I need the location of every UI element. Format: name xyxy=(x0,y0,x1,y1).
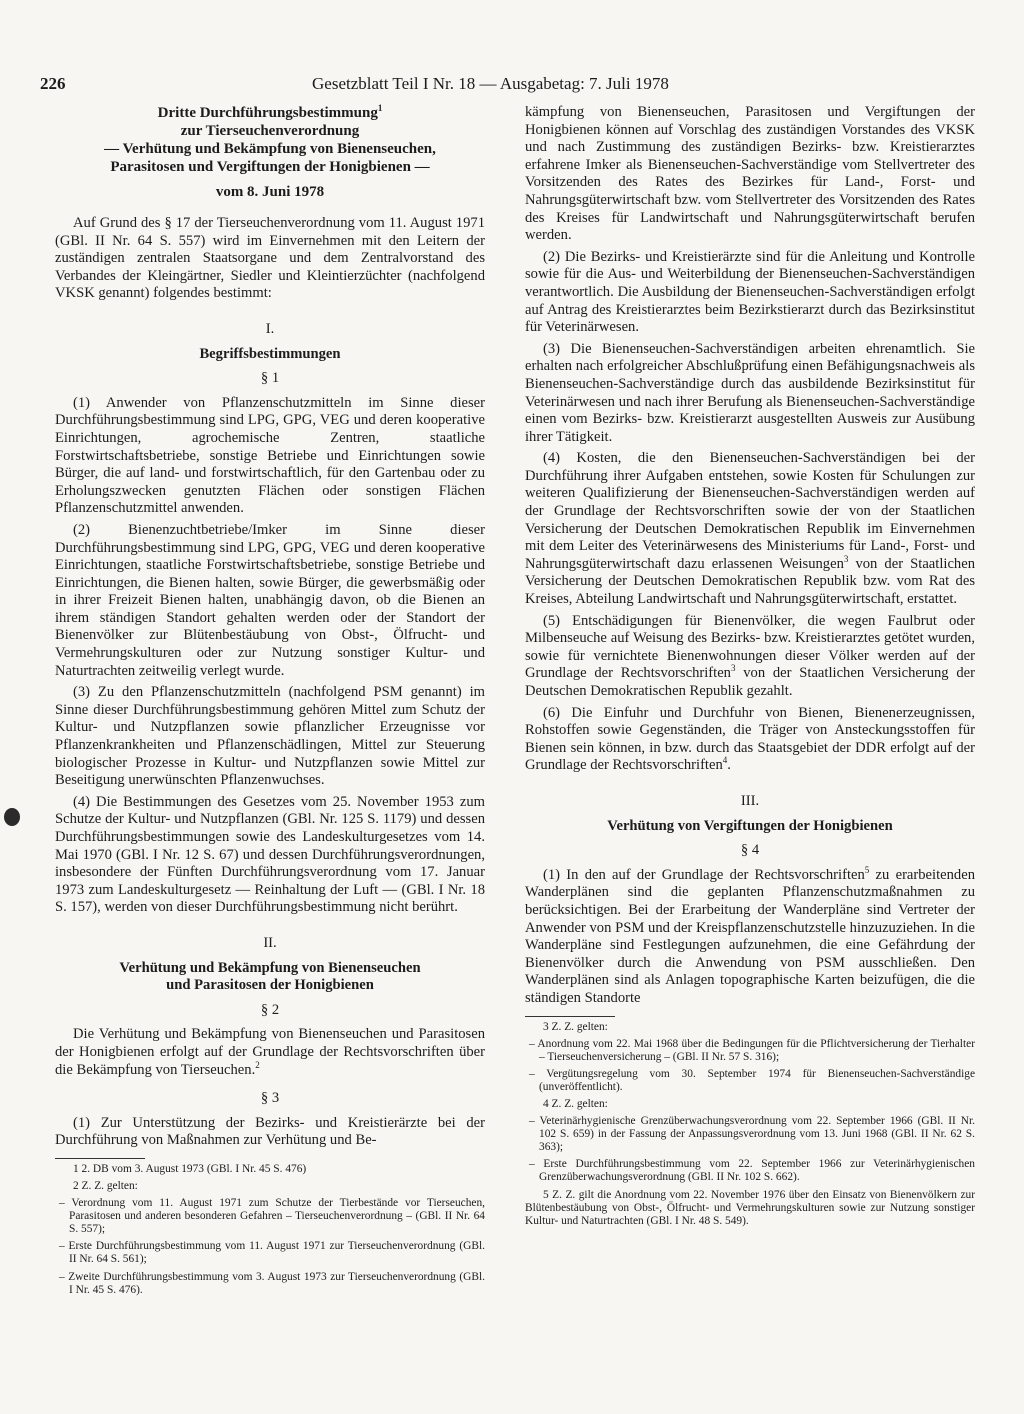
paragraph-sign-3: § 3 xyxy=(260,1090,280,1107)
s4-para-1 xyxy=(525,864,975,1008)
s3-para-6-text: (6) Die Einfuhr und Durchfuhr von Bienen, Bienenerzeugnissen, Rohstoffen sowie Gegenständen, die Träger von Ansteckungsstoffen für Bienen sein können, in bzw. durch das Staatsgebiet der DDR erfolgt auf der Grundlage der Rechtsvorschriften xyxy=(525,704,975,774)
section-heading-2b: und Parasitosen der Honigbienen xyxy=(166,977,374,994)
s3-para-5-text: (5) Entschädigungen für Bienenvölker, die wegen Faulbrut oder Milbenseuche auf Weisung des Bezirks- bzw. Kreistierarztes getötet wurden, sowie für vernichtete Bienenwohnungen dieser Völker werden auf der Grundlage der Rechtsvorschriften xyxy=(525,612,975,682)
title-date: vom 8. Juni 1978 xyxy=(215,184,325,200)
s3-para-5 xyxy=(525,613,975,701)
footnote-ref: 5 xyxy=(864,864,870,875)
footnote-ref: 1 xyxy=(377,103,383,113)
footnote-2-head: 2 Z. Z. gelten: xyxy=(73,1180,138,1192)
s3-para-4-text-end: von der Staatlichen Versicherung der Deutschen Demokratischen Republik bzw. vom Rat des Kreises, Abteilung Landwirtschaft und Nahrungsgüterwirtschaft, erstattet. xyxy=(525,555,975,608)
title-line-4: Parasitosen und Vergiftungen der Honigbienen — xyxy=(110,159,430,175)
s3-para-6-text-end: . xyxy=(727,757,731,774)
footnote-4-item: – Erste Durchführungsbestimmung vom 22. September 1966 zur Veterinärhygienischen Grenzüberwachungsverordnung (GBl. II Nr. 102 S. 662). xyxy=(529,1158,975,1184)
footnote-ref: 3 xyxy=(730,663,736,674)
right-column xyxy=(525,104,975,1232)
s3-para-2: (2) Die Bezirks- und Kreistierärzte sind für die Anleitung und Kontrolle sowie für die Aus- und Weiterbildung der Bienenseuchen-Sachverständigen verantwortlich. Die Ausbildung der Bienenseuchen-Sachverständigen erfolgt auf Antrag des Kreistierarztes beim Bezirkstierarzt durch das Bezirksinstitut für Veterinärwesen. xyxy=(525,248,975,336)
document-title xyxy=(55,104,485,122)
s3-para-6 xyxy=(525,705,975,775)
s4-para-1-text: (1) In den auf der Grundlage der Rechtsvorschriften xyxy=(543,866,865,883)
section-heading-2a: Verhütung und Bekämpfung von Bienenseuchen xyxy=(119,959,421,976)
s3-para-1-cont: kämpfung von Bienenseuchen, Parasitosen und Vergiftungen der Honigbienen können auf Vorschlag des zuständigen Vorstandes des VKSK und nach Zustimmung des zuständigen Bezirks- bzw. Kreistierarztes erfahrene Imker als Bienenseuchen-Sachverständige vom Stellvertreter des Vorsitzenden des Rates des Bezirkes für Land-, Forst- und Nahrungsgüterwirtschaft bzw. vom Stellvertreter des Vorsitzenden des Rates des Kreises für Landwirtschaft und Nahrungsgüterwirtschaft berufen werden. xyxy=(525,104,975,244)
left-column xyxy=(55,104,485,1301)
s3-para-3: (3) Die Bienenseuchen-Sachverständigen arbeiten ehrenamtlich. Sie erhalten nach erfolgreicher Abschlußprüfung einen Befähigungsnachweis als Bienenseuchen-Sachverständige durch das ausbildende Bezirksinstitut für Veterinärwesen und nach ihrer Berufung als Bienenseuchen-Sachverständige einen vom Bezirks- bzw. Kreistierarzt ausgestellten Ausweis zur Ausübung ihrer Tätigkeit. xyxy=(525,340,975,445)
s4-para-1-text-end: zu erarbeitenden Wanderplänen sind die geplanten Pflanzenschutzmaßnahmen zu berücksichtigen. Bei der Erarbeitung der Wanderpläne sind Vertreter der Anwender von PSM und der Kreispflanzenschutzstelle hinzuzuziehen. In die Wanderpläne sind Festlegungen aufzunehmen, die eine Gefährdung der Bienenvölker durch die Anwendung von PSM ausschließen. Den Wanderplänen sind als Anlagen topographische Karten beizufügen, die die ständigen Standorte xyxy=(525,866,975,1006)
section-heading-1: Begriffsbestimmungen xyxy=(199,345,341,362)
page-header xyxy=(40,74,986,94)
section-numeral-2: II. xyxy=(263,934,277,951)
s1-para-3: (3) Zu den Pflanzenschutzmitteln (nachfolgend PSM genannt) im Sinne dieser Durchführungsbestimmung gehören Mittel zum Schutz der Kultur- und Nutzpflanzen sowie pflanzlicher Erzeugnisse vor Pflanzenkrankheiten und Pflanzenschädlingen, Mittel zur Steuerung biologischer Prozesse in Kultur- und Nutzpflanzen sowie Mittel zur Beseitigung unerwünschten Pflanzenwuchses. xyxy=(55,684,485,789)
section-heading-3: Verhütung von Vergiftungen der Honigbienen xyxy=(607,817,893,834)
section-numeral-3: III. xyxy=(740,792,760,809)
s1-para-1: (1) Anwender von Pflanzenschutzmitteln im Sinne dieser Durchführungsbestimmung sind LPG, GPG, VEG und deren kooperative Einrichtungen, agrochemische Zentren, staatliche Forstwirtschaftsbetriebe, sonstige Betriebe und Einrichtungen sowie Bürger, die auf land- und forstwirtschaftlich, für den Gartenbau oder zu Erholungszwecken genutzten Flächen oder sonstigen Flächen Pflanzenschutzmittel anwenden. xyxy=(55,394,485,517)
footnote-3-head: 3 Z. Z. gelten: xyxy=(543,1020,608,1033)
title-line-1: Dritte Durchführungsbestimmung xyxy=(157,105,378,121)
footnote-4-head: 4 Z. Z. gelten: xyxy=(543,1097,608,1110)
title-line-2: zur Tierseuchenverordnung xyxy=(180,123,360,139)
s3-para-4-text: (4) Kosten, die den Bienenseuchen-Sachverständigen bei der Durchführung ihrer Aufgaben entstehen, sowie Kosten für Schulungen zur weiteren Qualifizierung der Bienenseuchen-Sachverständigen werden auf der Grundlage der Rechtsvorschriften sowie der von der Staatlichen Versicherung der Deutschen Demokratischen Republik im Einvernehmen mit dem Leiter des Veterinärwesens des Ministeriums für Land-, Forst- und Nahrungsgüterwirtschaft dazu erlassenen Weisungen xyxy=(525,450,975,572)
footnote-rule xyxy=(525,1016,615,1017)
footnote-ref: 4 xyxy=(722,755,728,766)
s1-para-2: (2) Bienenzuchtbetriebe/Imker im Sinne dieser Durchführungsbestimmung sind LPG, GPG, VEG und deren kooperative Einrichtungen, staatliche Forstwirtschaftsbetriebe, sonstige Betriebe und Einrichtungen, die Bienen halten, sowie Bürger, die gewerbsmäßig oder in ihrer Freizeit Bienen halten, unabhängig davon, ob die Bienen an ihrem ständigen Standort gehalten werden oder der Standort der Bienenvölker zur Blütenbestäubung von Obst-, Ölfrucht- und Vermehrungskulturen oder zur Nutzung sonstiger Kultur- und Naturtrachten zeitweilig verlegt wurde. xyxy=(55,521,485,679)
s3-para-5-text-end: von der Staatlichen Versicherung der Deutschen Demokratischen Republik gezahlt. xyxy=(525,665,975,699)
title-line-3: — Verhütung und Bekämpfung von Bienenseuchen, xyxy=(104,141,436,157)
s3-para-1-start: (1) Zur Unterstützung der Bezirks- und Kreistierärzte bei der Durchführung von Maßnahmen zur Verhütung und Be- xyxy=(55,1114,485,1149)
paragraph-sign-1: § 1 xyxy=(260,370,280,387)
footnote-ref: 3 xyxy=(843,553,849,564)
footnote-3-item: – Vergütungsregelung vom 30. September 1974 für Bienenseuchen-Sachverständige (unveröffentlicht). xyxy=(529,1067,975,1093)
footnote-2-item: – Erste Durchführungsbestimmung vom 11. August 1971 zur Tierseuchenverordnung (GBl. II Nr. 64 S. 561); xyxy=(59,1240,485,1266)
footnote-ref: 2 xyxy=(255,1059,260,1070)
s3-para-4 xyxy=(525,450,975,608)
footnote-3-item: – Anordnung vom 22. Mai 1968 über die Bedingungen für die Pflichtversicherung der Tierhalter – Tierseuchenversicherung – (GBl. II Nr. 57 S. 316); xyxy=(529,1037,975,1063)
s2-para xyxy=(55,1026,485,1079)
ink-blot xyxy=(4,808,20,826)
footnote-1: 1 2. DB vom 3. August 1973 (GBl. I Nr. 45 S. 476) xyxy=(73,1162,307,1175)
running-title: Gesetzblatt Teil I Nr. 18 — Ausgabetag: 7. Juli 1978 xyxy=(312,74,669,93)
page-number: 226 xyxy=(40,74,66,93)
paragraph-sign-4: § 4 xyxy=(740,842,760,859)
footnote-2-item: – Verordnung vom 11. August 1971 zum Schutze der Tierbestände vor Tierseuchen, Parasitosen und anderen besonderen Gefahren – Tierseuchenverordnung – (GBl. II Nr. 64 S. 557); xyxy=(59,1197,485,1236)
footnote-rule xyxy=(55,1158,145,1159)
footnote-4-item: – Veterinärhygienische Grenzüberwachungsverordnung vom 22. September 1966 (GBl. II Nr. 102 S. 659) in der Fassung der Anpassungsverordnung vom 13. Juni 1968 (GBl. II Nr. 62 S. 363); xyxy=(529,1115,975,1154)
footnote-2-item: – Zweite Durchführungsbestimmung vom 3. August 1973 zur Tierseuchenverordnung (GBl. I Nr. 45 S. 476). xyxy=(59,1270,485,1296)
s2-text: Die Verhütung und Bekämpfung von Bienenseuchen und Parasitosen der Honigbienen erfolgt auf der Grundlage der Rechtsvorschriften über die Bekämpfung von Tierseuchen. xyxy=(55,1026,485,1078)
s1-para-4: (4) Die Bestimmungen des Gesetzes vom 25. November 1953 zum Schutze der Kultur- und Nutzpflanzen (GBl. Nr. 125 S. 1179) und dessen Durchführungsbestimmungen sowie des Landeskulturgesetzes vom 14. Mai 1970 (GBl. I Nr. 12 S. 67) und dessen Durchführungsverordnungen, insbesondere der Fünften Durchführungsverordnung vom 17. Januar 1973 zum Landeskulturgesetz — Reinhaltung der Luft — (GBl. I Nr. 18 S. 157), werden von dieser Durchführungsbestimmung nicht berührt. xyxy=(55,793,485,916)
footnote-5: 5 Z. Z. gilt die Anordnung vom 22. November 1976 über den Einsatz von Bienenvölkern zur Blütenbestäubung von Obst-, Ölfrucht- und Vermehrungskulturen sowie zur Nutzung sonstiger Kultur- und Naturtrachten (GBl. I Nr. 48 S. 549). xyxy=(525,1188,975,1227)
intro-paragraph: Auf Grund des § 17 der Tierseuchenverordnung vom 11. August 1971 (GBl. II Nr. 64 S. 557) wird im Einvernehmen mit den Leitern der zuständigen zentralen Staatsorgane und dem Zentralvorstand des Verbandes der Kleingärtner, Siedler und Kleintierzüchter (nachfolgend VKSK genannt) folgendes bestimmt: xyxy=(55,215,485,302)
paragraph-sign-2: § 2 xyxy=(260,1001,280,1018)
section-numeral-1: I. xyxy=(265,320,275,337)
